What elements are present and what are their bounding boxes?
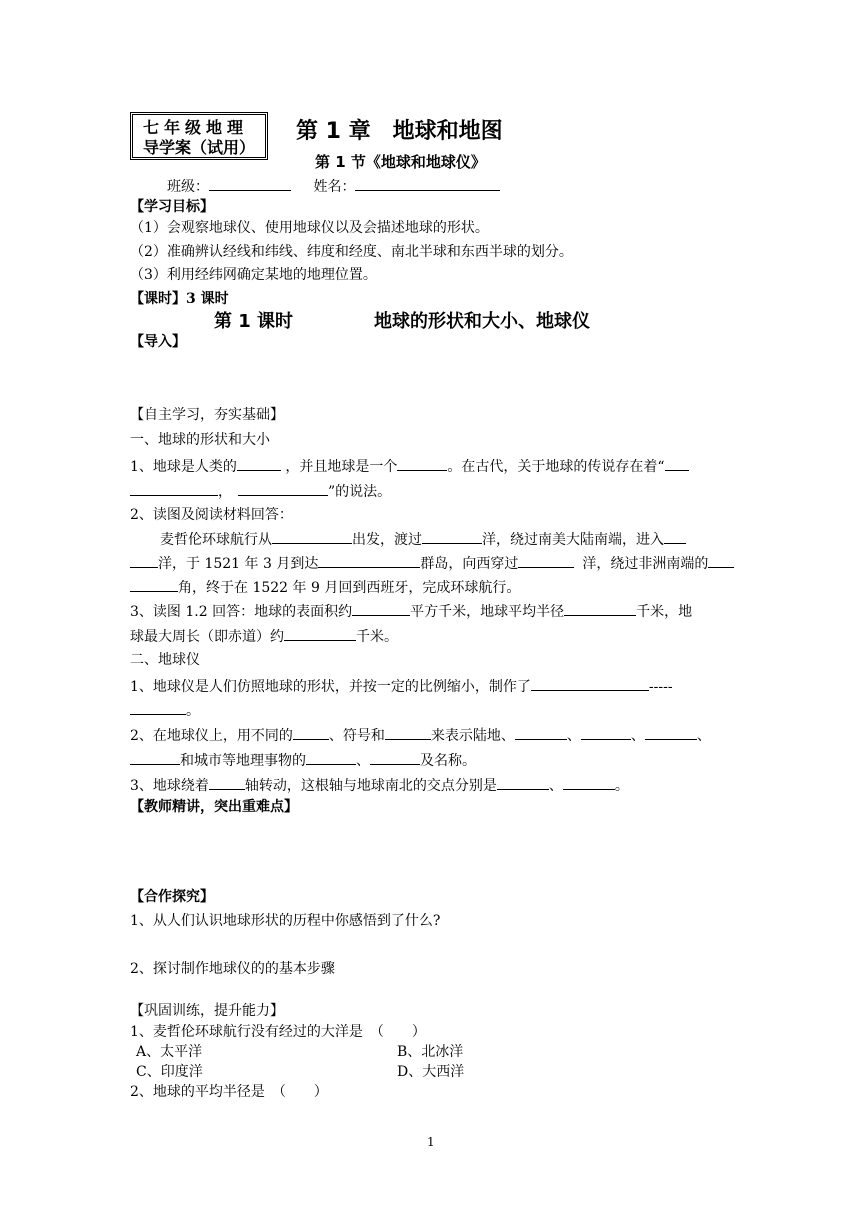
blank[interactable] (531, 676, 649, 691)
blank[interactable] (318, 553, 420, 568)
lesson-title-left: 第 1 课时 (214, 311, 294, 332)
class-label: 班级： (167, 179, 209, 195)
name-label: 姓名： (313, 179, 356, 195)
practice-question-2: 2、地球的平均半径是 （ ） (130, 1084, 328, 1100)
sep: 、 (548, 778, 563, 794)
blank[interactable] (664, 529, 686, 544)
option-d: D、大西洋 (397, 1064, 465, 1080)
stamp-line-2: 导学案（试用） (143, 138, 256, 157)
practice-heading: 【巩固训练，提升能力】 (130, 1003, 284, 1019)
g3-text-a: 3、地球绕着 (130, 778, 209, 794)
blank[interactable] (564, 601, 636, 616)
blank[interactable] (130, 553, 158, 568)
stamp-line-1: 七年级地理 (143, 118, 249, 137)
question-3-line-2 (130, 626, 398, 646)
goal-item: （2）准确辨认经线和纬线、纬度和经度、南北半球和东西半球的划分。 (130, 244, 573, 260)
lesson-title-right: 地球的形状和大小、地球仪 (374, 311, 590, 332)
blank[interactable] (272, 529, 352, 544)
option-a: A、太平洋 (136, 1044, 203, 1060)
q1-text-d: ， (218, 484, 232, 500)
name-blank[interactable] (355, 176, 500, 191)
q2-text-d: 洋，于 1521 年 3 月到达 (158, 556, 319, 572)
globe-q3 (130, 775, 629, 795)
g1-dashes: ----- (648, 679, 673, 695)
blank[interactable] (581, 725, 631, 740)
g1-text-a: 1、地球仪是人们仿照地球的形状，并按一定的比例缩小，制作了 (130, 679, 531, 695)
q3-text-d: 球最大周长（即赤道）约 (130, 629, 284, 645)
blank[interactable] (708, 553, 734, 568)
grade-stamp (130, 112, 268, 160)
g2-text-c: 来表示陆地、 (430, 728, 515, 744)
q1-text-c: 。在古代，关于地球的传说存在着“ (447, 459, 665, 475)
g2-text-a: 2、在地球仪上，用不同的 (130, 728, 293, 744)
blank[interactable] (238, 481, 328, 496)
sep: 、 (356, 753, 370, 769)
sep: 、 (630, 728, 645, 744)
question-1-line-1 (130, 456, 689, 476)
blank[interactable] (209, 775, 245, 790)
blank[interactable] (130, 750, 180, 765)
blank[interactable] (293, 725, 329, 740)
goal-item: （1）会观察地球仪、使用地球仪以及会描述地球的形状。 (130, 220, 489, 236)
section-title: 第 1 节《地球和地球仪》 (315, 153, 486, 171)
question-1-line-2 (130, 481, 391, 501)
blank[interactable] (497, 775, 549, 790)
blank[interactable] (130, 577, 178, 592)
g2-text-d: 和城市等地理事物的 (180, 753, 306, 769)
blank[interactable] (130, 700, 186, 715)
goals-heading: 【学习目标】 (130, 199, 214, 215)
blank[interactable] (237, 456, 281, 471)
q3-text-c: 千米，地 (636, 604, 693, 620)
g1-end: 。 (186, 703, 200, 719)
question-2-line-3 (130, 577, 520, 597)
blank[interactable] (665, 456, 689, 471)
g2-text-b: 、符号和 (328, 728, 385, 744)
chapter-title: 第 1 章 地球和地图 (296, 119, 503, 144)
globe-q1-line-2 (130, 700, 200, 720)
blank[interactable] (130, 481, 218, 496)
blank[interactable] (370, 750, 420, 765)
globe-q2-line-2 (130, 750, 476, 770)
q2-text-e: 群岛，向西穿过 (420, 556, 519, 572)
g2-text-e: 及名称。 (420, 753, 476, 769)
part2-title: 二、地球仪 (130, 652, 200, 668)
part1-title: 一、地球的形状和大小 (130, 432, 270, 448)
q2-text-a: 麦哲伦环球航行从 (160, 532, 272, 548)
page-number: 1 (427, 1135, 435, 1149)
blank[interactable] (563, 775, 615, 790)
blank[interactable] (352, 601, 410, 616)
coop-question-1: 1、从人们认识地球形状的历程中你感悟到了什么? (130, 913, 441, 929)
intro-heading: 【导入】 (130, 334, 186, 350)
coop-question-2: 2、探讨制作地球仪的的基本步骤 (130, 961, 335, 977)
q1-text-b: ，并且地球是一个 (285, 459, 398, 475)
blank[interactable] (306, 750, 356, 765)
sep: 、 (696, 728, 711, 744)
class-name-line (167, 176, 500, 196)
blank[interactable] (397, 456, 447, 471)
class-blank[interactable] (209, 176, 291, 191)
blank[interactable] (422, 529, 482, 544)
q2-text-b: 出发，渡过 (352, 532, 422, 548)
question-2-line-2 (130, 553, 734, 573)
goal-item: （3）利用经纬网确定某地的地理位置。 (130, 267, 377, 283)
blank[interactable] (645, 725, 697, 740)
globe-q2-line-1 (130, 725, 711, 745)
blank[interactable] (284, 626, 356, 641)
blank[interactable] (518, 553, 574, 568)
q3-text-b: 平方千米，地球平均半径 (410, 604, 565, 620)
option-b: B、北冰洋 (397, 1044, 464, 1060)
blank[interactable] (515, 725, 567, 740)
q1-text-a: 1、地球是人类的 (130, 459, 237, 475)
q3-text-e: 千米。 (356, 629, 398, 645)
q2-text-f: 洋，绕过非洲南端的 (582, 556, 709, 572)
q2-text-c: 洋，绕过南美大陆南端，进入 (482, 532, 664, 548)
practice-question-1: 1、麦哲伦环球航行没有经过的大洋是 （ ） (130, 1024, 426, 1040)
globe-q1-line-1 (130, 676, 673, 696)
period-line: 【课时】3 课时 (130, 291, 229, 307)
coop-heading: 【合作探究】 (130, 889, 214, 905)
question-2-title: 2、读图及阅读材料回答： (130, 507, 293, 523)
g3-end: 。 (614, 778, 629, 794)
blank[interactable] (385, 725, 431, 740)
question-2-line-1 (160, 529, 686, 549)
q2-text-g: 角，终于在 1522 年 9 月回到西班牙，完成环球航行。 (178, 580, 521, 596)
self-study-heading: 【自主学习，夯实基础】 (130, 407, 284, 423)
q1-text-e: ”的说法。 (328, 484, 392, 500)
question-3-line-1 (130, 601, 692, 621)
g3-text-b: 轴转动，这根轴与地球南北的交点分别是 (244, 778, 497, 794)
teacher-heading: 【教师精讲，突出重难点】 (130, 799, 298, 815)
q3-text-a: 3、读图 1.2 回答：地球的表面积约 (130, 604, 353, 620)
sep: 、 (566, 728, 581, 744)
option-c: C、印度洋 (136, 1064, 203, 1080)
